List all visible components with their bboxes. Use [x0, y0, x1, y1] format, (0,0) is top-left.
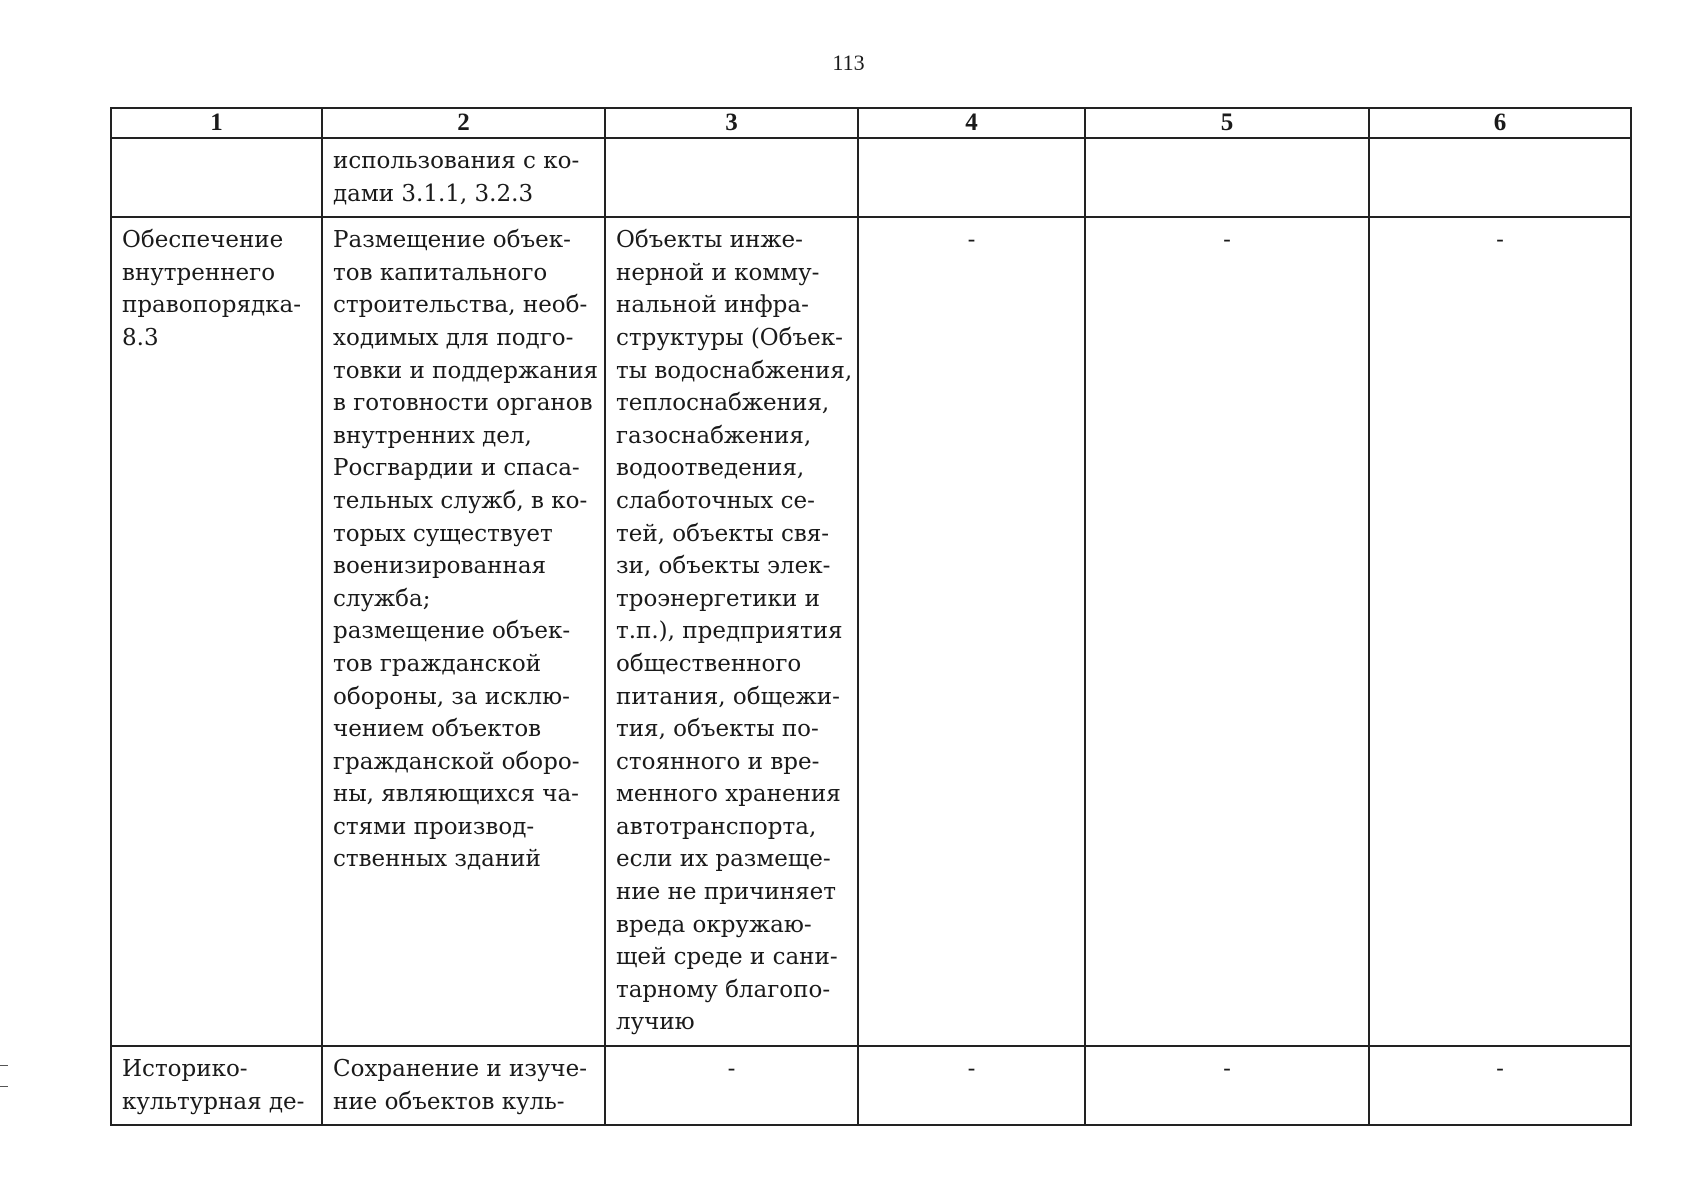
text-line: в готовности органов — [333, 390, 593, 417]
page-number: 113 — [832, 50, 865, 75]
text-line: товки и поддержания — [333, 357, 599, 384]
text-line: использования с ко- — [333, 148, 580, 174]
dash-cell: - — [1369, 217, 1631, 1046]
text-line: внутренних дел, — [333, 422, 532, 449]
text-line: лучию — [616, 1009, 695, 1036]
text-line: стями производ- — [333, 813, 535, 840]
text-line: тов гражданской — [333, 650, 542, 677]
cont-cell-4 — [858, 138, 1085, 217]
text-line: автотранспорта, — [616, 813, 817, 840]
text-line: строительства, необ- — [333, 292, 588, 319]
description-cell — [322, 217, 605, 1046]
dash-cell: - — [858, 217, 1085, 1046]
permitted-objects-cell — [605, 217, 858, 1046]
text-line: ты водоснабжения, — [616, 357, 853, 384]
text-line: внутреннего — [122, 259, 276, 286]
text-line: если их размеще- — [616, 846, 831, 873]
header-col-5: 5 — [1085, 108, 1369, 138]
text-line: ны, являющихся ча- — [333, 781, 579, 808]
text-line: правопорядка- — [122, 292, 301, 319]
text-line: размещение объек- — [333, 618, 571, 645]
cont-cell-1 — [111, 138, 322, 217]
text-line: Объекты инже- — [616, 227, 803, 254]
cont-cell-5 — [1085, 138, 1369, 217]
text-line: военизированная — [333, 553, 547, 580]
text-line: тей, объекты свя- — [616, 520, 830, 547]
table-row-continuation — [111, 138, 1631, 217]
dash-cell: - — [1369, 1046, 1631, 1125]
text-line: тия, объекты по- — [616, 716, 819, 743]
text-line: троэнергетики и — [616, 585, 820, 612]
text-line: тов капитального — [333, 259, 548, 286]
text-line: газоснабжения, — [616, 422, 812, 449]
margin-tick-mark — [0, 1065, 8, 1087]
text-line: менного хранения — [616, 781, 841, 808]
text-line: слаботочных се- — [616, 487, 815, 514]
dash-cell: - — [858, 1046, 1085, 1125]
text-line: ходимых для подго- — [333, 324, 574, 351]
table-row-historical-cultural — [111, 1046, 1631, 1125]
land-use-table — [110, 107, 1632, 1126]
text-line: зи, объекты элек- — [616, 553, 831, 580]
dash-cell: - — [1085, 217, 1369, 1046]
text-line: служба; — [333, 585, 431, 612]
text-line: Историко- — [122, 1056, 248, 1083]
cont-cell-6 — [1369, 138, 1631, 217]
text-line: культурная де- — [122, 1088, 305, 1115]
text-line: гражданской оборо- — [333, 748, 580, 775]
text-line: ние объектов куль- — [333, 1088, 565, 1115]
text-line: т.п.), предприятия — [616, 618, 843, 645]
text-line: водоотведения, — [616, 455, 805, 482]
text-line: нерной и комму- — [616, 259, 820, 286]
header-col-6: 6 — [1369, 108, 1631, 138]
header-col-3: 3 — [605, 108, 858, 138]
text-line: дами 3.1.1, 3.2.3 — [333, 180, 534, 207]
text-line: ственных зданий — [333, 846, 541, 873]
text-line: Размещение объек- — [333, 227, 571, 254]
header-col-4: 4 — [858, 108, 1085, 138]
cont-cell-3 — [605, 138, 858, 217]
text-line: торых существует — [333, 520, 553, 547]
text-line: 8.3 — [122, 324, 159, 351]
text-line: Росгвардии и спаса- — [333, 455, 580, 482]
description-cell — [322, 1046, 605, 1125]
text-line: обороны, за исклю- — [333, 683, 570, 710]
cont-cell-2 — [322, 138, 605, 217]
text-line: щей среде и сани- — [616, 944, 838, 971]
header-col-2: 2 — [322, 108, 605, 138]
text-line: общественного — [616, 650, 802, 677]
text-line: чением объектов — [333, 716, 542, 743]
text-line: стоянного и вре- — [616, 748, 820, 775]
dash-cell: - — [1085, 1046, 1369, 1125]
header-col-1: 1 — [111, 108, 322, 138]
text-line: вреда окружаю- — [616, 911, 812, 938]
table-row-internal-order — [111, 217, 1631, 1046]
text-line: Обеспечение — [122, 227, 284, 254]
use-type-cell — [111, 1046, 322, 1125]
text-line: теплоснабжения, — [616, 390, 830, 417]
text-line: Сохранение и изуче- — [333, 1056, 588, 1083]
text-line: ние не причиняет — [616, 879, 836, 906]
header-row — [111, 108, 1631, 138]
text-line: питания, общежи- — [616, 683, 840, 710]
text-line: структуры (Объек- — [616, 324, 843, 351]
dash-cell: - — [605, 1046, 858, 1125]
use-type-cell — [111, 217, 322, 1046]
text-line: тельных служб, в ко- — [333, 487, 588, 514]
text-line: тарному благопо- — [616, 976, 831, 1003]
text-line: нальной инфра- — [616, 292, 809, 319]
